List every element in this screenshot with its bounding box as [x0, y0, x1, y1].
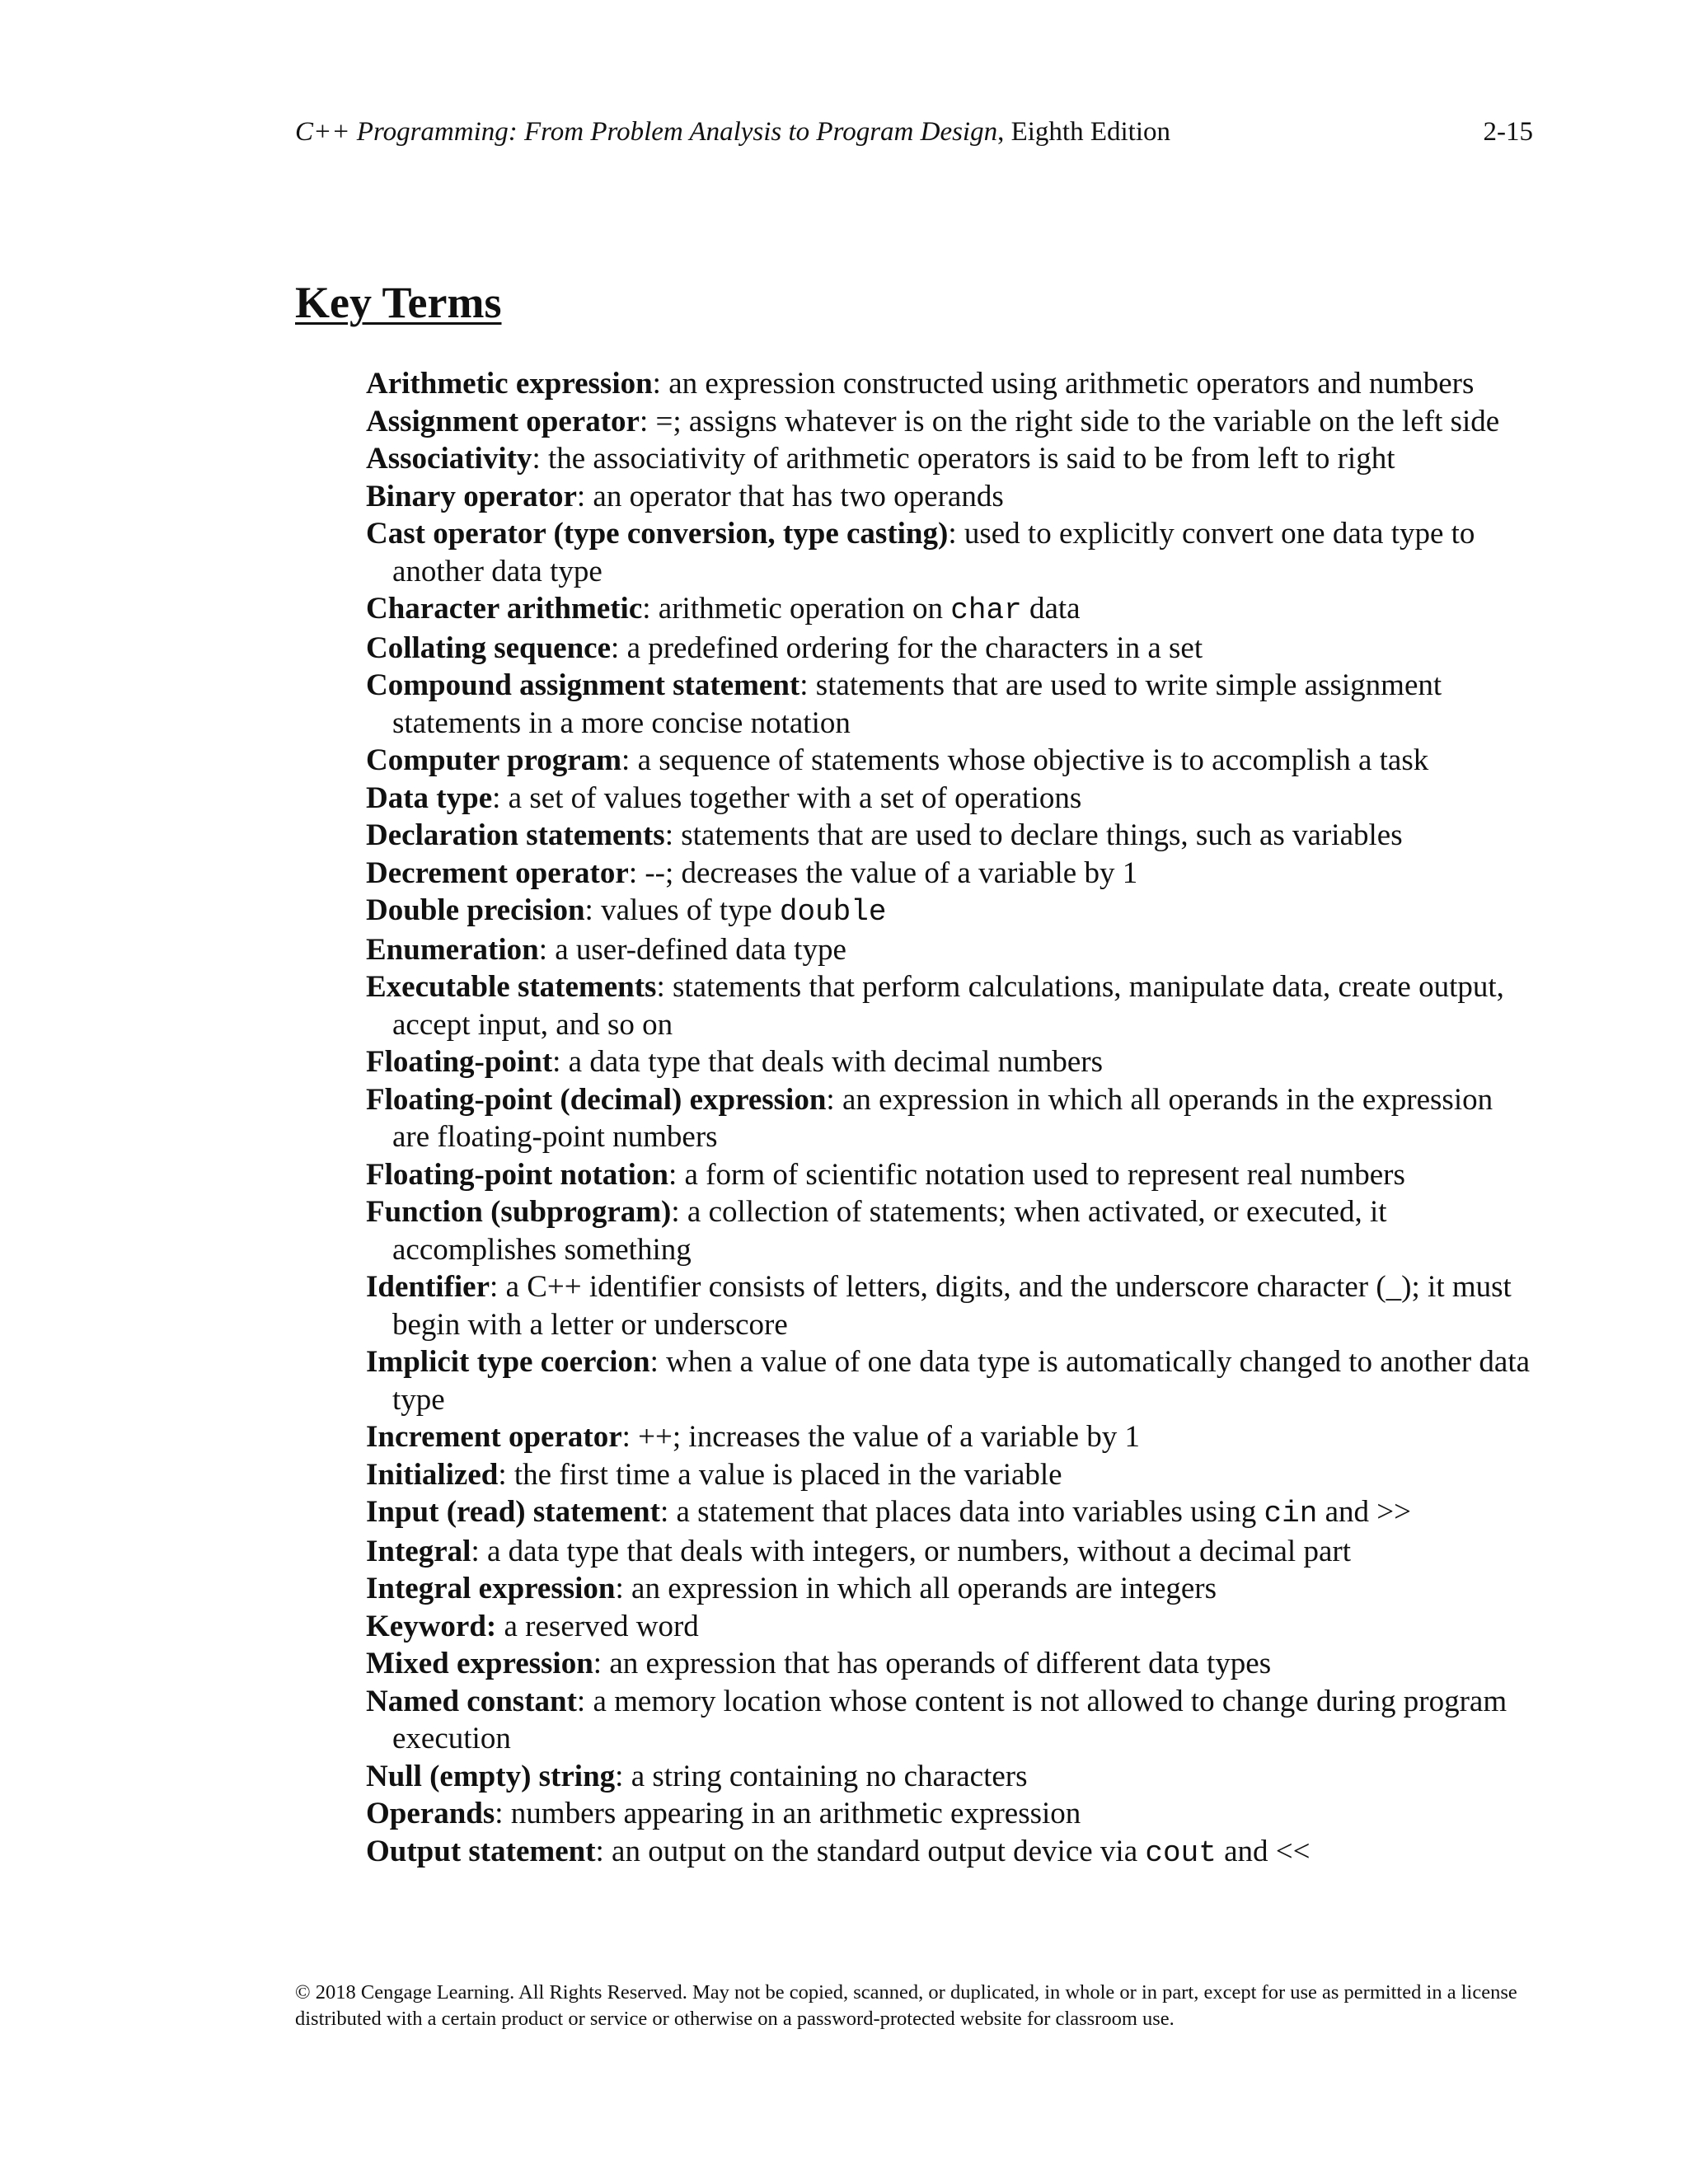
term-separator: :: [538, 932, 556, 967]
term-definition: the first time a value is placed in the variable: [513, 1457, 1062, 1492]
term-definition-tail: and <<: [1216, 1834, 1311, 1868]
term-definition: used to explicitly convert one data type to another data type: [392, 517, 1475, 588]
term-name: Character arithmetic: [366, 592, 643, 626]
glossary-entry: [366, 1833, 1536, 1872]
term-name: Floating-point (decimal) expression: [366, 1082, 827, 1117]
running-header: [295, 117, 1533, 148]
glossary-entry: [366, 1156, 1536, 1194]
term-definition: the associativity of arithmetic operators is said to be from left to right: [547, 442, 1395, 476]
term-definition: a set of values together with a set of operations: [508, 780, 1082, 815]
term-separator: :: [659, 1495, 677, 1529]
term-name: Binary operator: [366, 479, 577, 513]
term-separator: :: [642, 592, 659, 626]
term-definition: an expression in which all operands in the expression are floating-point numbers: [392, 1082, 1493, 1154]
term-definition: an expression that has operands of different data types: [609, 1647, 1272, 1680]
term-separator: :: [668, 1157, 685, 1192]
term-name: Collating sequence: [366, 630, 612, 665]
term-separator: :: [671, 1195, 687, 1229]
code-keyword: double: [779, 895, 887, 929]
term-name: Increment operator: [366, 1420, 622, 1454]
term-definition: a collection of statements; when activated, or executed, it accomplishes something: [392, 1195, 1387, 1267]
term-name: Integral expression: [366, 1572, 616, 1605]
term-name: Function (subprogram): [366, 1195, 672, 1229]
term-definition: statements that are used to declare things, such as variables: [681, 818, 1403, 852]
term-name: Floating-point notation: [366, 1157, 668, 1192]
page-number: 2-15: [1483, 117, 1533, 147]
term-name: Enumeration: [366, 932, 539, 967]
glossary-entry: [366, 1795, 1536, 1833]
term-separator: :: [621, 1420, 639, 1454]
term-separator: :: [532, 442, 548, 476]
code-keyword: char: [950, 593, 1022, 627]
term-separator: :: [664, 818, 682, 852]
term-name: Decrement operator: [366, 855, 629, 890]
glossary-entry: [366, 590, 1536, 630]
term-definition: values of type: [601, 893, 780, 927]
term-separator: [496, 1610, 504, 1643]
term-definition: a statement that places data into variables using: [676, 1495, 1264, 1529]
term-name: Keyword:: [366, 1609, 497, 1643]
term-name: Identifier: [366, 1270, 490, 1304]
glossary-entry: [366, 440, 1536, 478]
term-definition: an output on the standard output device via: [612, 1834, 1146, 1868]
glossary-entry: [366, 780, 1536, 818]
glossary-entry: [366, 1456, 1536, 1494]
code-keyword: cin: [1264, 1497, 1318, 1530]
term-definition-tail: data: [1021, 592, 1081, 626]
term-definition: a form of scientific notation used to represent real numbers: [684, 1157, 1405, 1192]
glossary-entry: [366, 817, 1536, 855]
term-separator: :: [652, 367, 669, 401]
term-definition: a sequence of statements whose objective is to accomplish a task: [637, 743, 1429, 777]
term-separator: :: [552, 1045, 569, 1079]
key-terms-list: [366, 365, 1536, 1872]
term-name: Double precision: [366, 893, 585, 927]
term-name: Compound assignment statement: [366, 668, 800, 702]
term-definition: =; assigns whatever is on the right side to the variable on the left side: [655, 404, 1500, 438]
glossary-entry: [366, 1608, 1536, 1646]
term-definition: a memory location whose content is not allowed to change during program execution: [392, 1684, 1507, 1755]
term-name: Mixed expression: [366, 1647, 593, 1680]
term-name: Initialized: [366, 1457, 499, 1492]
term-separator: :: [826, 1082, 842, 1117]
term-name: Associativity: [366, 442, 532, 476]
term-name: Integral: [366, 1534, 471, 1568]
glossary-entry: [366, 1683, 1536, 1758]
term-name: Assignment operator: [366, 404, 640, 438]
glossary-entry: [366, 1418, 1536, 1456]
glossary-entry: [366, 478, 1536, 516]
term-name: Implicit type coercion: [366, 1345, 650, 1379]
book-title: C++ Programming: From Problem Analysis to Program Design: [295, 117, 998, 147]
glossary-entry: [366, 1493, 1536, 1533]
term-definition: an expression constructed using arithmetic operators and numbers: [668, 367, 1475, 401]
glossary-entry: [366, 515, 1536, 590]
glossary-entry: [366, 403, 1536, 441]
term-definition: numbers appearing in an arithmetic expression: [510, 1797, 1081, 1830]
term-name: Cast operator (type conversion, type casting): [366, 517, 949, 551]
term-separator: :: [595, 1834, 612, 1868]
term-name: Named constant: [366, 1684, 577, 1718]
glossary-entry: [366, 365, 1536, 403]
glossary-entry: [366, 1570, 1536, 1608]
term-separator: :: [628, 855, 645, 890]
term-definition: a data type that deals with decimal numbers: [568, 1045, 1103, 1079]
term-separator: :: [799, 668, 816, 702]
term-separator: :: [584, 893, 602, 927]
glossary-entry: [366, 1193, 1536, 1268]
term-separator: :: [490, 1270, 506, 1304]
glossary-entry: [366, 892, 1536, 931]
term-separator: :: [615, 1572, 632, 1605]
term-name: Operands: [366, 1797, 495, 1830]
copyright-footer: © 2018 Cengage Learning. All Rights Reserved. May not be copied, scanned, or duplicated, in whole or in part, except for use as permitted in a license distributed with a certain product or service or otherwise on a password-protected website for classroom use.: [295, 1981, 1517, 2030]
term-definition: an expression in which all operands are integers: [631, 1572, 1217, 1605]
term-definition: a C++ identifier consists of letters, digits, and the underscore character (_); it must begin with a letter or underscore: [392, 1270, 1512, 1342]
term-name: Output statement: [366, 1834, 596, 1868]
term-separator: :: [471, 1534, 487, 1568]
term-definition: --; decreases the value of a variable by 1: [645, 855, 1138, 890]
code-keyword: cout: [1145, 1835, 1217, 1870]
glossary-entry: [366, 855, 1536, 893]
glossary-entry: [366, 1533, 1536, 1571]
term-definition: when a value of one data type is automatically changed to another data type: [392, 1345, 1531, 1417]
term-definition: a user-defined data type: [555, 932, 846, 967]
term-separator: :: [495, 1797, 511, 1830]
glossary-entry: [366, 1758, 1536, 1796]
term-definition: arithmetic operation on: [658, 592, 951, 626]
term-separator: :: [492, 780, 509, 815]
glossary-entry: [366, 1043, 1536, 1081]
glossary-entry: [366, 1645, 1536, 1683]
section-title: Key Terms: [295, 278, 502, 327]
glossary-entry: [366, 968, 1536, 1043]
term-separator: :: [593, 1647, 610, 1680]
term-definition: a string containing no characters: [631, 1759, 1028, 1793]
glossary-entry: [366, 1081, 1536, 1156]
term-name: Executable statements: [366, 970, 657, 1004]
term-definition: a reserved word: [504, 1609, 699, 1643]
glossary-entry: [366, 1343, 1536, 1418]
term-separator: :: [615, 1759, 631, 1793]
term-definition: statements that are used to write simple assignment statements in a more concise notation: [392, 668, 1442, 740]
term-name: Declaration statements: [366, 818, 665, 852]
term-definition: statements that perform calculations, manipulate data, create output, accept input, and so on: [392, 970, 1504, 1042]
term-definition: a data type that deals with integers, or numbers, without a decimal part: [486, 1534, 1351, 1568]
term-separator: :: [621, 743, 638, 777]
term-separator: :: [656, 970, 673, 1004]
term-separator: :: [948, 517, 964, 551]
term-definition-tail: and >>: [1317, 1495, 1412, 1529]
book-edition: , Eighth Edition: [997, 117, 1171, 147]
glossary-entry: [366, 667, 1536, 742]
glossary-entry: [366, 742, 1536, 780]
term-separator: :: [639, 404, 656, 438]
term-name: Input (read) statement: [366, 1495, 660, 1529]
term-separator: :: [576, 479, 593, 513]
term-name: Arithmetic expression: [366, 367, 653, 401]
header-book-title: [295, 117, 1170, 148]
term-name: Data type: [366, 780, 493, 815]
term-separator: :: [611, 630, 627, 665]
glossary-entry: [366, 1268, 1536, 1343]
term-name: Computer program: [366, 743, 622, 777]
term-definition: ++; increases the value of a variable by 1: [638, 1420, 1140, 1454]
term-separator: :: [498, 1457, 514, 1492]
term-definition: an operator that has two operands: [593, 479, 1004, 513]
term-name: Floating-point: [366, 1045, 553, 1079]
glossary-entry: [366, 931, 1536, 969]
term-name: Null (empty) string: [366, 1759, 616, 1793]
term-separator: :: [576, 1684, 593, 1718]
term-definition: a predefined ordering for the characters in a set: [626, 630, 1203, 665]
term-separator: :: [649, 1345, 667, 1379]
glossary-entry: [366, 630, 1536, 668]
